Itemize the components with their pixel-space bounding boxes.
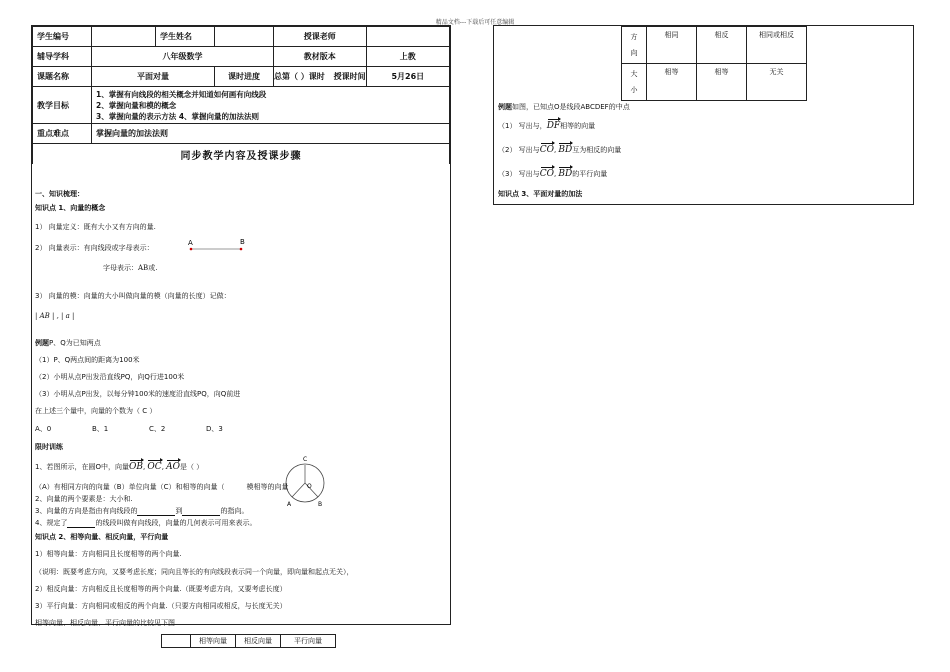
example-2-q1 [498,119,595,131]
label-student-id: 学生编号 [33,27,92,47]
direction-opposite: 相反 [697,27,747,64]
info-table [32,26,450,164]
vector-df: DF [546,121,561,131]
vector-magnitude: 3） 向量的模：向量的大小叫做向量的模（向量的长度）记做： [35,292,231,300]
direction-equal: 相同 [647,27,697,64]
practice-q4-end: 的线段叫做有向线段，向量的几何表示可用来表示。 [95,519,257,527]
value-goals [92,87,450,124]
example-1-options [35,424,223,434]
header-note: 精品文档---下载后可任意编辑 [435,19,515,26]
example-2-q3: （3） 写出与CO, BD的平行向量 [498,169,608,179]
label-progress: 课时进度 [215,67,274,87]
direction-parallel: 相同或相反 [747,27,807,64]
letter-notation-or: 或. [148,264,158,272]
vector-bd: BD [558,145,573,155]
comparison-table-continued [621,26,807,101]
label-student-name: 学生姓名 [156,27,215,47]
practice-q3-to: 到 [175,507,183,515]
circle-label-c: C [303,456,308,463]
vector-co-2: CO [539,169,554,179]
vector-oc: OC [147,462,162,472]
example-2-q2-text: （2） 写出与 [498,146,540,154]
right-page [493,25,914,205]
label-key: 重点难点 [33,124,92,144]
blank-defined[interactable] [67,519,95,528]
example-2-q2: （2） 写出与CO, BD互为相反的向量 [498,145,622,155]
example-2-q2-end: 互为相反的向量 [572,146,622,154]
example-1-item-2: （2）小明从点P出发沿直线PQ，向Q行进100米 [35,373,185,381]
practice-q2: 2、向量的两个要素是：大小和. [35,495,133,503]
magnitude-parallel: 无关 [747,64,807,101]
practice-q3 [35,506,248,516]
value-progress [274,67,367,87]
label-subject: 辅导学科 [33,47,92,67]
timed-practice-heading: 限时训练 [35,443,63,451]
label-textbook: 教材版本 [274,47,367,67]
value-topic: 平面对量 [92,67,215,87]
magnitude-opposite: 相等 [697,64,747,101]
letter-notation [103,263,157,273]
parallel-vectors: 3）平行向量：方向相同或相反的两个向量.（只要方向相同或相反，与长度无关） [35,602,287,610]
label-topic: 课题名称 [33,67,92,87]
magnitude-label-1: 大 [630,70,638,78]
header-parallel: 平行向量 [281,635,336,648]
example-1-item-1: （1）P、Q两点间的距离为100米 [35,356,140,364]
magnitude-equal: 相等 [647,64,697,101]
practice-q1-option-d: 模相等的向量 [246,483,289,491]
vector-notation: 2） 向量表示：有向线段或字母表示： [35,244,154,252]
label-goals: 教学目标 [33,87,92,124]
comparison-table [161,634,336,648]
label-date: 授课时间 [333,72,366,81]
practice-q1-end: 是（ ） [180,463,204,471]
kp3-heading: 知识点 3、平面对量的加法 [498,190,583,198]
kp1-heading: 知识点 1、向量的概念 [35,204,106,212]
circle-label-b: B [318,501,323,508]
value-key: 掌握向量的加法法则 [92,124,450,144]
practice-q3-text: 3、向量的方向是指由有向线段的 [35,507,138,515]
option-b: B、1 [92,425,109,433]
label-teacher: 授课老师 [274,27,367,47]
goal-3: 3、掌握向量的表示方法 4、掌握向量的加法法则 [96,111,260,121]
circle-label-a: A [287,501,292,508]
value-subject: 八年级数学 [92,47,274,67]
circle-label-o: O [307,483,312,490]
knowledge-heading: 一、知识梳理： [35,190,84,198]
equal-vectors-note: （说明：既要考虑方向，又要考虑长度；同向且等长的有向线段表示同一个向量，即向量和起点无关）， [35,568,354,576]
goal-1: 1、掌握有向线段的相关概念并知道如何画有向线段 [96,89,267,99]
point-b [240,248,243,251]
left-page [31,25,451,645]
goal-2: 2、掌握向量和模的概念 [96,100,177,110]
practice-q1-text: 1、若图所示，在圆O中，向量 [35,463,129,471]
practice-q1: 1、若图所示，在圆O中，向量OB, OC, AO是（ ） [35,462,204,472]
blank-start[interactable] [137,507,175,516]
example-2-q1-text: （1） 写出与， [498,122,547,130]
example-1-text: P、Q为已知两点 [49,339,101,347]
example-2-text: 如图，已知点O是线段ABCDEF的中点 [512,103,630,111]
opposite-vectors: 2）相反向量：方向相反且长度相等的两个向量.（既要考虑方向，又要考虑长度） [35,585,287,593]
vector-ao: AO [166,462,181,472]
example-2 [498,102,630,112]
radius-oa [292,483,305,497]
progress-text: 总第（ ）课时 [274,72,325,81]
value-student-id [92,27,156,47]
magnitude-notation: | AB | , | a | [35,312,75,320]
vector-co: CO [539,145,554,155]
comparison-caption: 相等向量、相反向量、平行向量的比较见下图 [35,619,175,627]
magnitude-label-2: 小 [630,86,638,94]
example-1-question: 在上述三个量中，向量的个数为（ C ） [35,407,157,415]
option-d: D、3 [206,425,223,433]
point-a-label: A [188,239,193,247]
row-magnitude-label [622,64,647,101]
vector-bd-2: BD [558,169,573,179]
example-2-q1-end: 相等的向量 [560,122,596,130]
value-date: 5月26日 [366,67,449,87]
practice-q4 [35,518,256,528]
value-textbook: 上教 [366,47,449,67]
row-direction-label [622,27,647,64]
point-a [190,248,193,251]
practice-q4-text: 4、规定了 [35,519,68,527]
letter-notation-ab: AB [138,264,149,272]
section-title: 同步教学内容及授课步骤 [33,144,450,165]
example-label: 例题 [35,339,49,347]
practice-q1-options [35,482,288,492]
value-student-name [215,27,274,47]
direction-label-2: 向 [630,49,638,57]
example-2-q3-end: 的平行向量 [572,170,608,178]
value-teacher [366,27,449,47]
letter-notation-label: 字母表示： [103,264,138,272]
practice-q3-end: 的指向。 [220,507,249,515]
option-c: C、2 [149,425,166,433]
practice-q1-options-text: （A）有相同方向的向量（B）单位向量（C）和相等的向量（ [35,483,225,491]
example-1-item-3: （3）小明从点P出发，以每分钟100米的速度沿直线PQ，向Q前进 [35,390,241,398]
header-opposite: 相反向量 [236,635,281,648]
equal-vectors: 1）相等向量：方向相同且长度相等的两个向量. [35,550,182,558]
comparison-corner [162,635,191,648]
directed-segment-figure [185,237,255,257]
direction-label-1: 方 [630,33,638,41]
vector-definition: 1） 向量定义：既有大小又有方向的量. [35,223,156,231]
vector-ob: OB [128,462,143,472]
kp2-heading: 知识点 2、相等向量、相反向量，平行向量 [35,533,169,541]
example-2-q3-text: （3） 写出与 [498,170,540,178]
circle-o-figure [280,453,330,509]
option-a: A、0 [35,425,52,433]
example-2-label: 例题 [498,103,512,111]
point-b-label: B [240,238,245,246]
blank-end[interactable] [182,507,220,516]
example-1 [35,338,101,348]
header-equal: 相等向量 [191,635,236,648]
